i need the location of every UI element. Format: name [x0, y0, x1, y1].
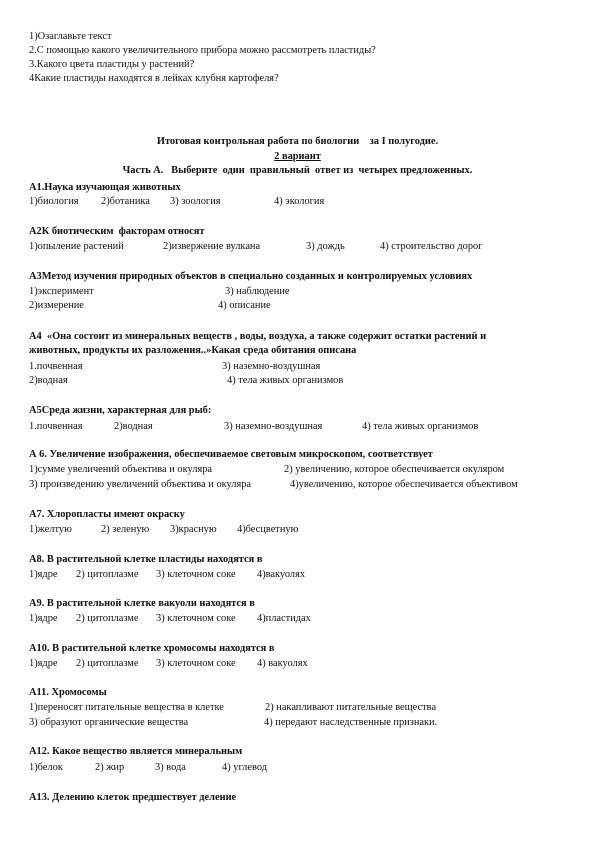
a7-option-2: 2) зеленую	[101, 524, 150, 535]
a2-option-3: 3) дождь	[306, 241, 345, 252]
a7-option-3: 3)красную	[170, 524, 217, 535]
question-a2: А2К биотическим факторам относят	[29, 226, 205, 237]
a12-option-1: 1)белок	[29, 762, 63, 773]
a3-option-2: 2)измерение	[29, 300, 84, 311]
a9-option-1: 1)ядре	[29, 613, 58, 624]
a1-option-2: 2)ботаника	[101, 196, 150, 207]
a11-option-1: 1)переносят питательные вещества в клетке	[29, 702, 224, 713]
question-a11: А11. Хромосомы	[29, 687, 107, 698]
variant-label: 2 вариант	[274, 151, 321, 162]
question-a13: А13. Делению клеток предшествует деление	[29, 792, 237, 803]
question-a7: А7. Хлоропласты имеют окраску	[29, 509, 185, 520]
question-a3: А3Метод изучения природных объектов в специально созданных и контролируемых условиях	[29, 271, 473, 282]
question-a1: А1.Наука изучающая животных	[29, 182, 181, 193]
test-title: Итоговая контрольная работа по биологии за I полугодие.	[156, 136, 439, 147]
a4-option-2: 2)водная	[29, 375, 68, 386]
a2-option-2: 2)извержение вулкана	[163, 241, 261, 252]
a1-option-4: 4) экология	[274, 196, 325, 207]
a8-option-2: 2) цитоплазме	[76, 569, 139, 580]
question-a6: А 6. Увеличение изображения, обеспечиваемое световым микроскопом, соответствует	[29, 449, 433, 460]
instruction-text: Часть А. Выберите один правильный ответ из четырех предложенных.	[122, 165, 473, 176]
question-a12: А12. Какое вещество является минеральным	[29, 746, 243, 757]
a10-option-3: 3) клеточном соке	[156, 658, 236, 669]
a10-option-1: 1)ядре	[29, 658, 58, 669]
a8-option-1: 1)ядре	[29, 569, 58, 580]
intro-line-1: 1)Озаглавьте текст	[29, 31, 112, 42]
a8-option-4: 4)вакуолях	[257, 569, 306, 580]
a12-option-4: 4) углевод	[222, 762, 267, 773]
question-a10: А10. В растительной клетке хромосомы находятся в	[29, 643, 275, 654]
a1-option-3: 3) зоология	[170, 196, 221, 207]
a10-option-4: 4) вакуолях	[257, 658, 308, 669]
question-a4-line-1: А4 «Она состоит из минеральных веществ , воды, воздуха, а также содержит остатки растений и	[29, 331, 487, 342]
a7-option-4: 4)бесцветную	[237, 524, 299, 535]
a8-option-3: 3) клеточном соке	[156, 569, 236, 580]
question-a5: А5Среда жизни, характерная для рыб:	[29, 405, 212, 416]
a9-option-3: 3) клеточном соке	[156, 613, 236, 624]
a9-option-2: 2) цитоплазме	[76, 613, 139, 624]
a2-option-4: 4) строительство дорог	[380, 241, 483, 252]
a6-option-3: 3) произведению увеличений объектива и окуляра	[29, 479, 252, 490]
a1-option-1: 1)биология	[29, 196, 79, 207]
a12-option-2: 2) жир	[95, 762, 125, 773]
a6-option-1: 1)сумме увеличений объектива и окуляра	[29, 464, 213, 475]
a11-option-2: 2) накапливают питательные вещества	[265, 702, 437, 713]
a4-option-4: 4) тела живых организмов	[227, 375, 344, 386]
a9-option-4: 4)пластидах	[257, 613, 311, 624]
intro-line-2: 2.С помощью какого увеличительного прибора можно рассмотреть пластиды?	[29, 45, 376, 56]
intro-line-3: 3.Какого цвета пластиды у растений?	[29, 59, 195, 70]
a7-option-1: 1)желтую	[29, 524, 72, 535]
question-a4-line-2: животных, продукты их разложения..»Какая среда обитания описана	[29, 345, 357, 356]
a2-option-1: 1)опыление растений	[29, 241, 124, 252]
a11-option-4: 4) передают наследственные признаки.	[264, 717, 438, 728]
a3-option-4: 4) описание	[218, 300, 271, 311]
a11-option-3: 3) образуют органические вещества	[29, 717, 189, 728]
a4-option-3: 3) наземно-воздушная	[222, 361, 321, 372]
a6-option-2: 2) увеличению, которое обеспечивается окуляром	[284, 464, 505, 475]
intro-line-4: 4Какие пластиды находятся в лейках клубня картофеля?	[29, 73, 279, 84]
a5-option-1: 1.почвенная	[29, 421, 83, 432]
question-a9: А9. В растительной клетке вакуоли находятся в	[29, 598, 255, 609]
a10-option-2: 2) цитоплазме	[76, 658, 139, 669]
a5-option-2: 2)водная	[114, 421, 153, 432]
a12-option-3: 3) вода	[155, 762, 186, 773]
question-a8: А8. В растительной клетке пластиды находятся в	[29, 554, 263, 565]
a5-option-3: 3) наземно-воздушная	[224, 421, 323, 432]
a4-option-1: 1.почвенная	[29, 361, 83, 372]
a6-option-4: 4)увеличению, которое обеспечивается объективом	[290, 479, 518, 490]
a3-option-3: 3) наблюдение	[225, 286, 290, 297]
a5-option-4: 4) тела живых организмов	[362, 421, 479, 432]
a3-option-1: 1)эксперимент	[29, 286, 94, 297]
